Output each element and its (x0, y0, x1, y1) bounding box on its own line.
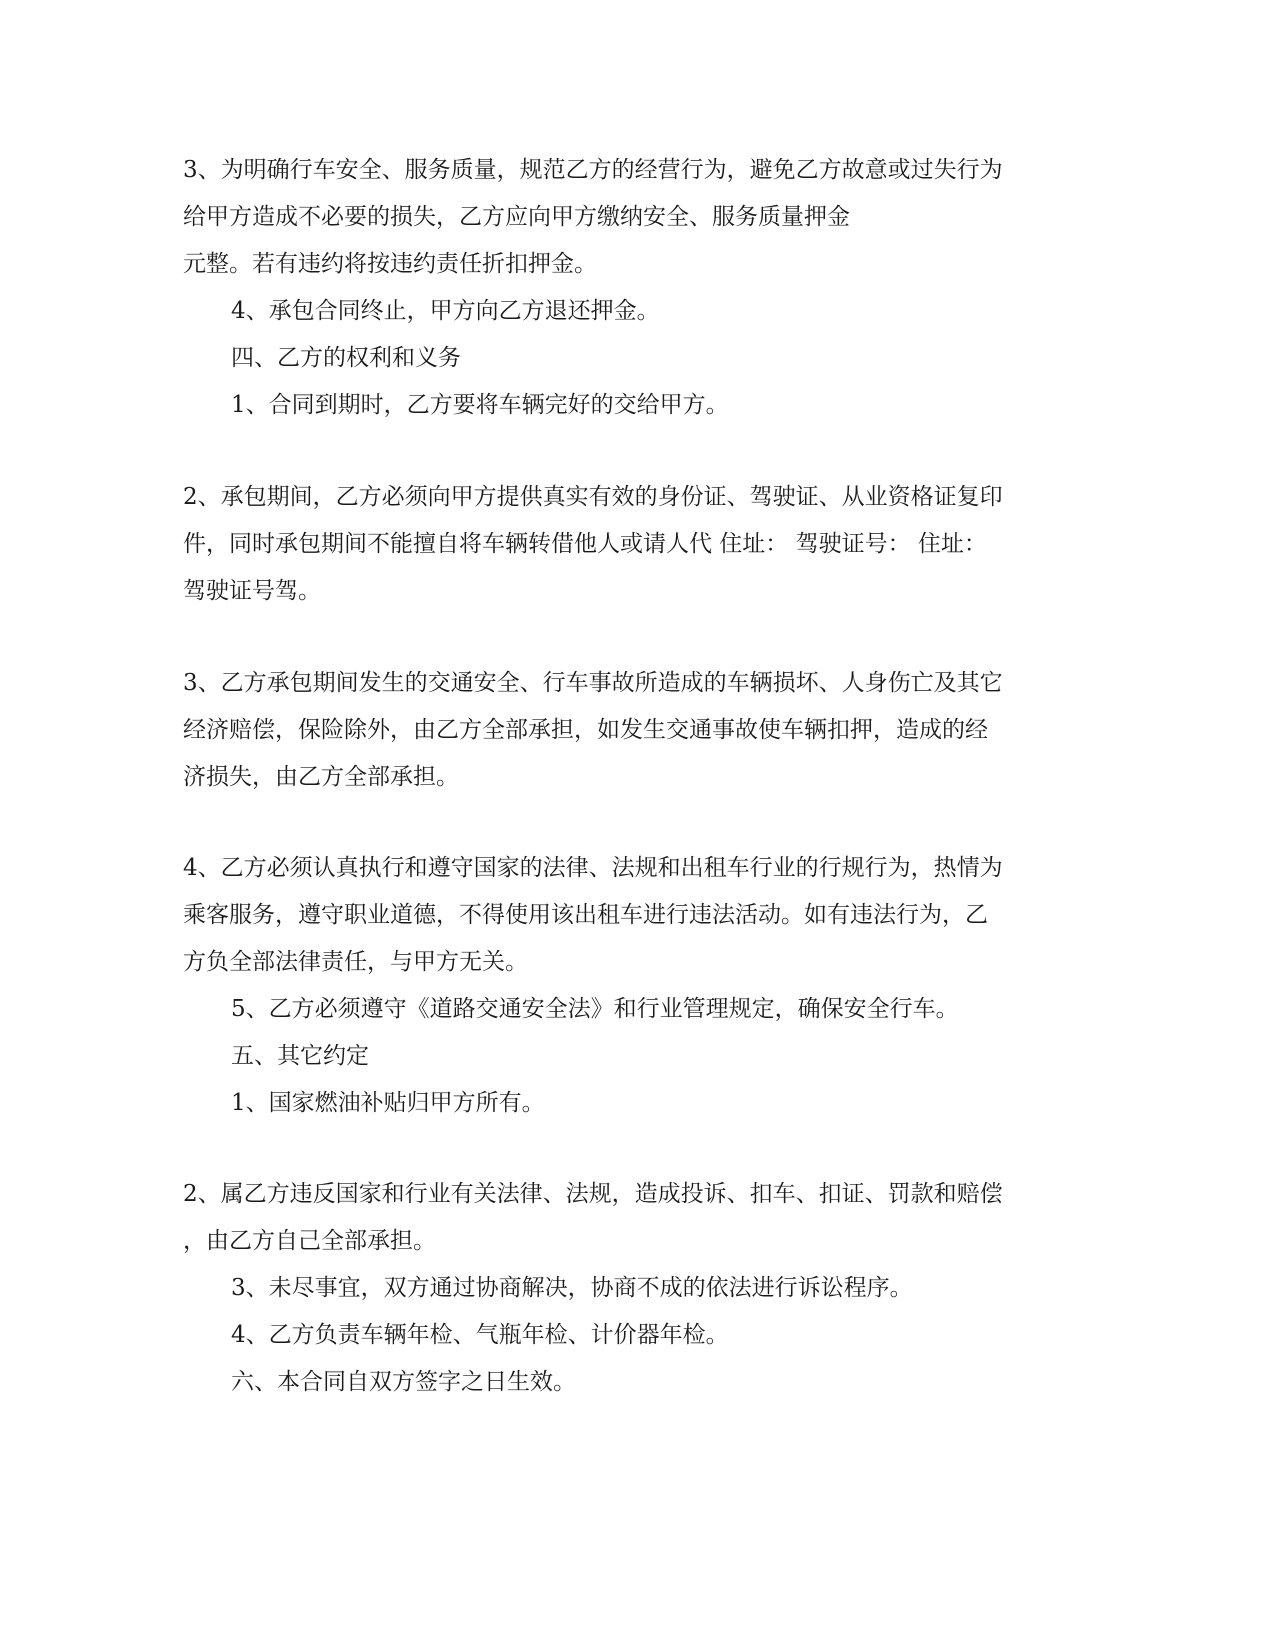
text-line: 济损失，由乙方全部承担。 (183, 764, 459, 790)
text-line: 5、乙方必须遵守《道路交通安全法》和行业管理规定，确保安全行车。 (231, 996, 959, 1022)
section-heading: 五、其它约定 (231, 1043, 369, 1069)
text-line: 4、乙方负责车辆年检、气瓶年检、计价器年检。 (231, 1322, 729, 1348)
section-heading: 四、乙方的权利和义务 (231, 345, 461, 371)
text-line: 元整。若有违约将按违约责任折扣押金。 (183, 251, 597, 277)
text-line: 件，同时承包期间不能擅自将车辆转借他人或请人代 住址： 驾驶证号： 住址： (183, 531, 987, 557)
text-line: 2、属乙方违反国家和行业有关法律、法规，造成投诉、扣车、扣证、罚款和赔偿 (183, 1181, 1003, 1207)
text-line: 给甲方造成不必要的损失，乙方应向甲方缴纳安全、服务质量押金 (183, 204, 850, 230)
text-line: 乘客服务，遵守职业道德，不得使用该出租车进行违法活动。如有违法行为，乙 (183, 902, 988, 928)
text-line: 经济赔偿，保险除外，由乙方全部承担，如发生交通事故使车辆扣押，造成的经 (183, 717, 988, 743)
text-line: 1、合同到期时，乙方要将车辆完好的交给甲方。 (231, 392, 729, 418)
text-line: 3、未尽事宜，双方通过协商解决，协商不成的依法进行诉讼程序。 (231, 1275, 913, 1301)
text-line: 3、乙方承包期间发生的交通安全、行车事故所造成的车辆损坏、人身伤亡及其它 (183, 670, 1003, 696)
text-line: 4、承包合同终止，甲方向乙方退还押金。 (231, 298, 660, 324)
text-line: 1、国家燃油补贴归甲方所有。 (231, 1090, 545, 1116)
text-line: ，由乙方自己全部承担。 (183, 1228, 436, 1254)
text-line: 驾驶证号驾。 (183, 578, 321, 604)
section-heading: 六、本合同自双方签字之日生效。 (231, 1369, 576, 1395)
text-line: 4、乙方必须认真执行和遵守国家的法律、法规和出租车行业的行规行为，热情为 (183, 855, 1003, 881)
text-line: 方负全部法律责任，与甲方无关。 (183, 949, 528, 975)
text-line: 3、为明确行车安全、服务质量，规范乙方的经营行为，避免乙方故意或过失行为 (183, 157, 1003, 183)
text-line: 2、承包期间，乙方必须向甲方提供真实有效的身份证、驾驶证、从业资格证复印 (183, 484, 1003, 510)
